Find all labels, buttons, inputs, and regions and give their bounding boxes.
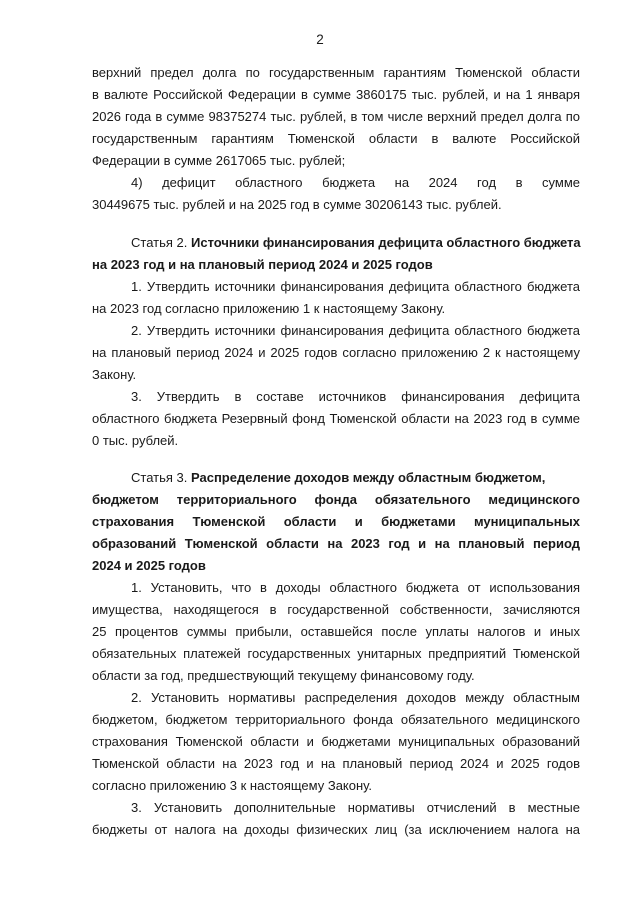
text-line: 3. Утвердить в составе источников финансирования дефицита xyxy=(131,389,580,404)
article-label: Статья 3. xyxy=(131,470,188,485)
article-title-line: страхования Тюменской области и бюджетами муниципальных xyxy=(92,514,580,529)
text-line: имущества, находящегося в государственной собственности, зачисляются xyxy=(92,602,580,617)
text-line: в валюте Российской Федерации в сумме 3860175 тыс. рублей, и на 1 января xyxy=(92,87,580,102)
text-line: на плановый период 2024 и 2025 годов согласно приложению 2 к настоящему xyxy=(92,345,580,360)
text-line: 4) дефицит областного бюджета на 2024 год в сумме xyxy=(131,175,580,190)
text-line: государственным гарантиям Тюменской области в валюте Российской xyxy=(92,131,580,146)
text-line: 2026 года в сумме 98375274 тыс. рублей, в том числе верхний предел долга по xyxy=(92,109,580,124)
text-line: 2. Утвердить источники финансирования дефицита областного бюджета xyxy=(131,323,580,338)
text-line: Федерации в сумме 2617065 тыс. рублей; xyxy=(92,153,346,168)
text-line: Закону. xyxy=(92,367,137,382)
text-line: обязательных платежей государственных унитарных предприятий Тюменской xyxy=(92,646,580,661)
article-title-line: на 2023 год и на плановый период 2024 и 2025 годов xyxy=(92,257,433,272)
article-title-line: образований Тюменской области на 2023 год и на плановый период xyxy=(92,536,580,551)
article-3-heading-line xyxy=(131,467,580,489)
text-line: верхний предел долга по государственным гарантиям Тюменской области xyxy=(92,65,580,80)
text-line: 25 процентов суммы прибыли, оставшейся после уплаты налогов и иных xyxy=(92,624,580,639)
text-line: страхования Тюменской области и бюджетами муниципальных образований xyxy=(92,734,580,749)
article-title-line: бюджетом территориального фонда обязательного медицинского xyxy=(92,492,580,507)
article-title: Источники финансирования дефицита областного бюджета xyxy=(191,235,581,250)
article-title: Распределение доходов между областным бюджетом, xyxy=(191,470,546,485)
text-line: 1. Установить, что в доходы областного бюджета от использования xyxy=(131,580,580,595)
text-line: согласно приложению 3 к настоящему Закону. xyxy=(92,778,372,793)
text-line: бюджеты от налога на доходы физических лиц (за исключением налога на xyxy=(92,822,580,837)
text-line: 3. Установить дополнительные нормативы отчислений в местные xyxy=(131,800,580,815)
text-line: бюджетом, бюджетом территориального фонда обязательного медицинского xyxy=(92,712,580,727)
article-title-line: 2024 и 2025 годов xyxy=(92,558,206,573)
article-label: Статья 2. xyxy=(131,235,188,250)
text-line: 30449675 тыс. рублей и на 2025 год в сумме 30206143 тыс. рублей. xyxy=(92,197,502,212)
page-number: 2 xyxy=(316,32,324,47)
text-line: на 2023 год согласно приложению 1 к настоящему Закону. xyxy=(92,301,446,316)
text-line: 2. Установить нормативы распределения доходов между областным xyxy=(131,690,580,705)
text-line: 1. Утвердить источники финансирования дефицита областного бюджета xyxy=(131,279,580,294)
article-2-heading-line xyxy=(131,232,580,254)
text-line: 0 тыс. рублей. xyxy=(92,433,179,448)
text-line: области за год, предшествующий текущему финансовому году. xyxy=(92,668,475,683)
text-line: Тюменской области на 2023 год и на плановый период 2024 и 2025 годов xyxy=(92,756,580,771)
text-line: областного бюджета Резервный фонд Тюменской области на 2023 год в сумме xyxy=(92,411,580,426)
